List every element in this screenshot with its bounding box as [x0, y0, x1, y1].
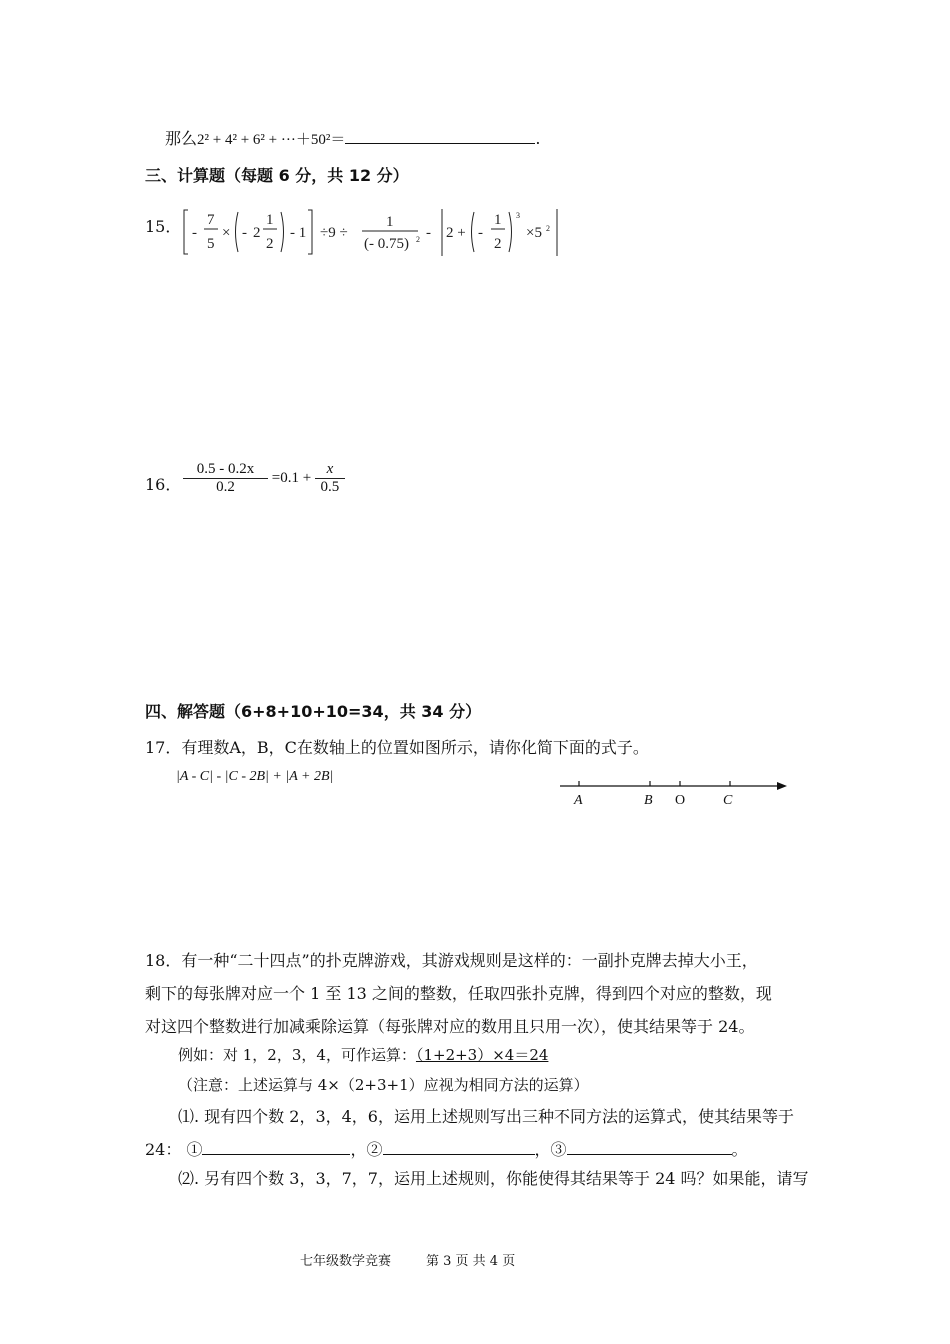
q16-rhs-fraction [315, 461, 345, 496]
sum-prefix: 那么 [165, 129, 198, 148]
sum-line [165, 126, 540, 149]
q15-number: 15． [145, 217, 182, 236]
svg-text:2: 2 [253, 225, 261, 241]
section-3-title: 三、计算题（每题 6 分，共 12 分） [145, 166, 409, 185]
sum-suffix: . [535, 129, 541, 148]
answer-mark-2: ，② [350, 1140, 383, 1159]
q18-example-answer: （1+2+3）×4＝24 [415, 1046, 549, 1064]
q15-formula [180, 204, 565, 260]
q18-example [178, 1044, 548, 1065]
svg-text:3: 3 [516, 211, 520, 220]
q18-part2: ⑵. 另有四个数 3，3，7，7，运用上述规则，你能使得其结果等于 24 吗？如果能，请写 [178, 1169, 809, 1188]
q18-line-2: 剩下的每张牌对应一个 1 至 13 之间的整数，任取四张扑克牌，得到四个对应的整数，现 [145, 984, 772, 1003]
sum-answer-blank [345, 129, 535, 144]
answer-mark-1: ① [186, 1140, 203, 1159]
svg-text:5: 5 [207, 236, 215, 252]
q18-example-prefix: 例如：对 1，2，3，4，可作运算： [178, 1046, 416, 1064]
sum-expression: 2² + 4² + 6² + ···＋50²＝ [197, 132, 346, 148]
svg-text:2 +: 2 + [446, 225, 466, 241]
q18-line-3: 对这四个整数进行加减乘除运算（每张牌对应的数用且只用一次），使其结果等于 24。 [145, 1017, 755, 1036]
q16-lhs-denominator: 0.2 [216, 479, 235, 495]
svg-text:7: 7 [207, 212, 215, 228]
svg-text:-: - [426, 225, 431, 241]
number-line [555, 774, 795, 808]
q18-part1-line1: ⑴. 现有四个数 2，3，4，6，运用上述规则写出三种不同方法的运算式，使其结果等于 [178, 1107, 794, 1126]
svg-text:- 1: - 1 [290, 225, 307, 241]
svg-text:2: 2 [266, 236, 274, 252]
svg-text:2: 2 [416, 235, 420, 244]
axis-label-c: C [723, 793, 733, 808]
answer-mark-3: ，③ [534, 1140, 567, 1159]
answer-blank-3 [567, 1140, 732, 1155]
svg-text:-: - [242, 225, 247, 241]
q16-middle: =0.1 + [271, 469, 312, 486]
svg-text:1: 1 [494, 212, 502, 228]
axis-label-o: O [675, 793, 686, 808]
answer-blank-1 [202, 1140, 350, 1155]
q16-lhs-numerator: 0.5 - 0.2x [183, 461, 268, 479]
q18-part1-answers [145, 1137, 748, 1160]
q16-rhs-numerator: x [315, 461, 345, 479]
svg-text:×: × [222, 225, 231, 241]
q17-expression: |A - C| - |C - 2B| + |A + 2B| [176, 769, 334, 784]
svg-text:(- 0.75): (- 0.75) [364, 236, 409, 252]
svg-text:-: - [192, 225, 197, 241]
q18-note: （注意：上述运算与 4×（2+3+1）应视为相同方法的运算） [178, 1076, 589, 1094]
section-4-title: 四、解答题（6+8+10+10=34，共 34 分） [145, 702, 482, 721]
svg-text:1: 1 [386, 214, 394, 230]
answer-blank-2 [383, 1140, 535, 1155]
q18-part1-prefix: 24： [145, 1140, 182, 1159]
q16-equation [183, 461, 345, 496]
q18-line-1: 18．有一种“二十四点”的扑克牌游戏，其游戏规则是这样的：一副扑克牌去掉大小王， [145, 951, 758, 970]
q16-number: 16． [145, 475, 182, 494]
footer-page: 第 3 页 共 4 页 [426, 1254, 516, 1269]
q16-lhs-fraction [183, 461, 268, 496]
axis-label-a: A [574, 793, 583, 808]
footer-left: 七年级数学竞赛 [300, 1254, 392, 1269]
answer-end-mark: 。 [731, 1140, 748, 1159]
q16-rhs-denominator: 0.5 [320, 479, 340, 495]
svg-text:1: 1 [266, 212, 274, 228]
svg-text:-: - [478, 225, 483, 241]
axis-label-b: B [644, 793, 653, 808]
svg-text:×5: ×5 [526, 225, 542, 241]
q17-text: 17．有理数A，B，C在数轴上的位置如图所示，请你化简下面的式子。 [145, 738, 649, 757]
svg-text:2: 2 [494, 236, 502, 252]
svg-text:÷9 ÷: ÷9 ÷ [320, 225, 348, 241]
svg-text:2: 2 [546, 224, 550, 233]
